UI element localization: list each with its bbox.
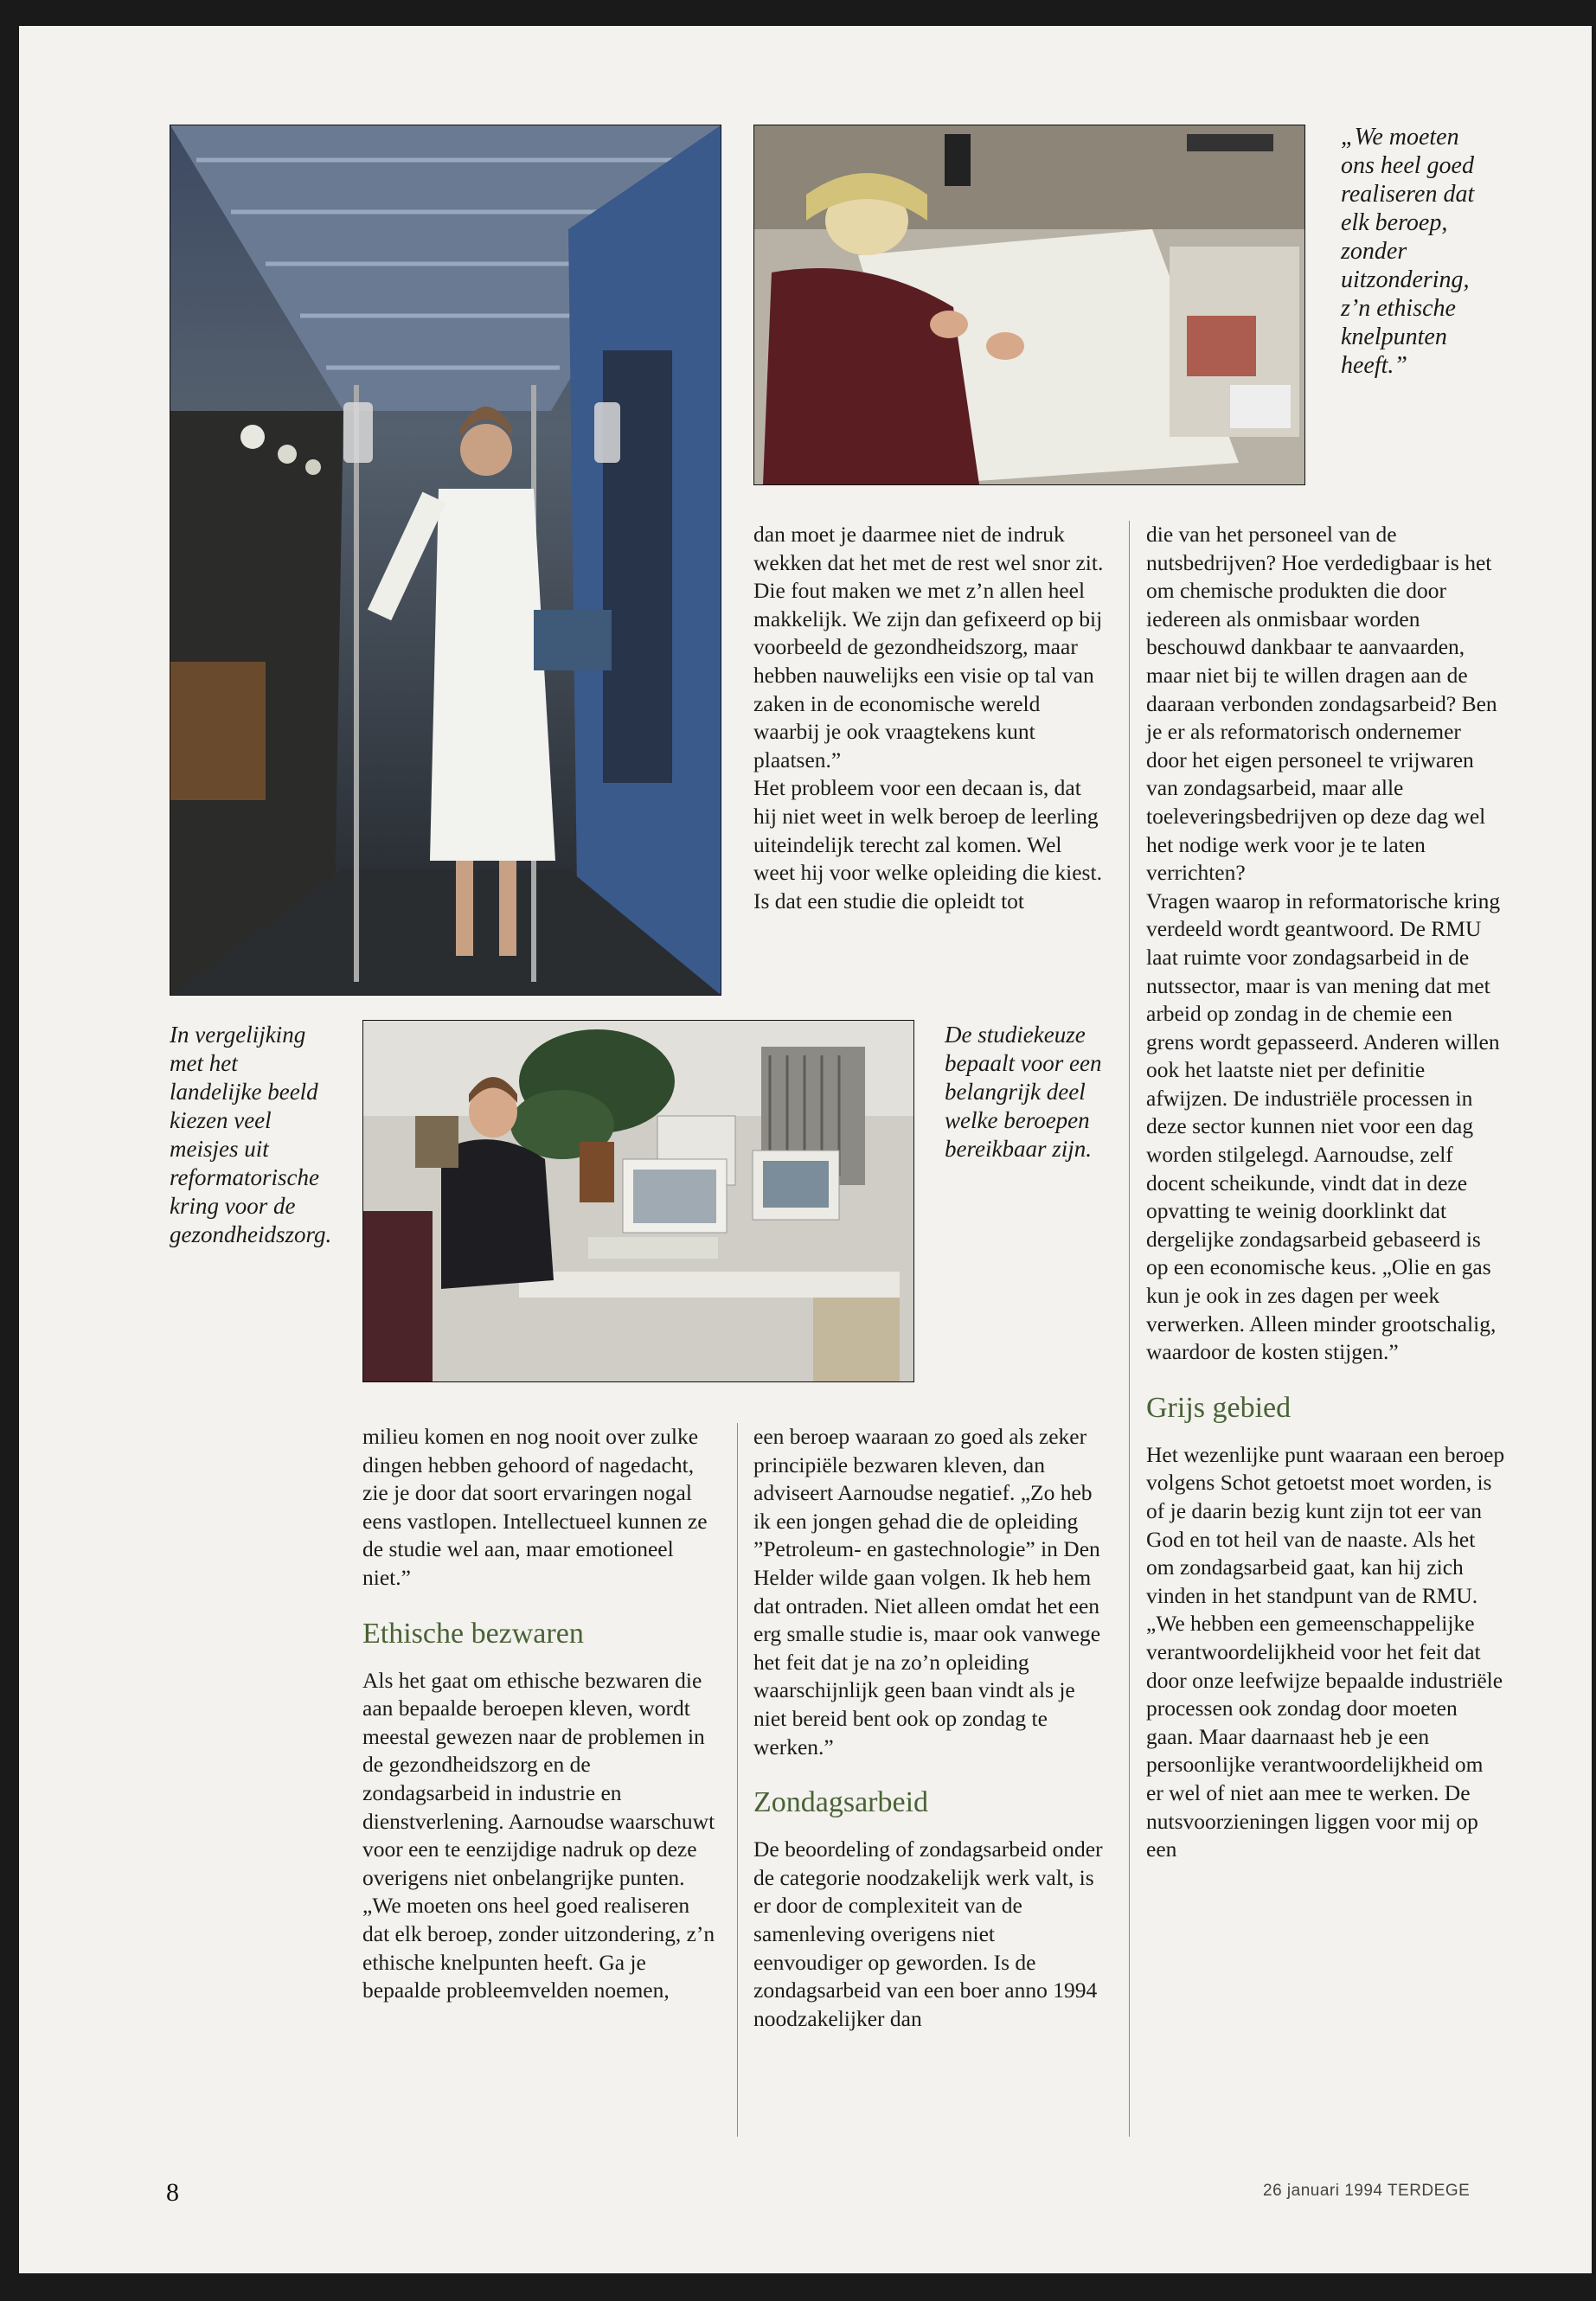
lower-left-column [362, 1423, 721, 2005]
paragraph: „We hebben een gemeenschappelijke verantwoordelijkheid voor het feit dat door onze leefwijze bepaalde industriële processen ook zondag door moeten gaan. Maar daarnaast heb je een persoonlijke verantwoordelijkheid om er wel of niet aan mee te werken. De nutsvoorzieningen liggen voor mij op een [1146, 1611, 1503, 1862]
middle-photo-caption: De studiekeuze bepaalt voor een belangrijk deel welke beroepen bereikbaar zijn. [945, 1022, 1102, 1162]
section-heading-grijs-gebied: Grijs gebied [1146, 1391, 1292, 1424]
paragraph: Vragen waarop in reformatorische kring verdeeld wordt geantwoord. De RMU laat ruimte voor zondagsarbeid in de nutssector, maar is van mening dat met arbeid op zondag in de chemie een grens wordt gepasseerd. Anderen willen ook het laatste niet per definitie afwijzen. De industriële processen in deze sector kunnen niet voor een dag worden stilgelegd. Aarnoudse, zelf docent scheikunde, vindt dat in deze opvatting te weinig doorklinkt dat dergelijke zondagsarbeid gebaseerd is op een economische keus. „Olie en gas kun je ook in zes dagen per week verwerken. Alleen minder grootschalig, waardoor de kosten stijgen.” [1146, 888, 1501, 1365]
paragraph: Het wezenlijke punt waaraan een beroep volgens Schot getoetst moet worden, is of je daarin bezig kunt zijn tot eer van God en tot heil van de naaste. Als het om zondagsarbeid gaat, kan hij zich vinden in het standpunt van de RMU. [1146, 1441, 1505, 1608]
right-column [1146, 521, 1505, 1864]
paragraph: dan moet je daarmee niet de indruk wekken dat het met de rest wel snor zit. Die fout maken we met z’n allen heel makkelijk. We zijn dan gefixeerd op bij voorbeeld de gezondheidszorg, maar hebben nauwelijks een visie op tal van zaken in de economische wereld waarbij je ook vraagtekens kunt plaatsen.” [753, 522, 1104, 772]
paragraph: die van het personeel van de nutsbedrijven? Hoe verdedigbaar is het om chemische produkten die door iedereen als onmisbaar worden beschouwd dankbaar te aanvaarden, maar niet bij te willen dragen aan de daaraan verbonden zondagsarbeid? Ben je er als reformatorisch ondernemer door het eigen personeel te vrijwaren van zondagsarbeid, maar alle toeleveringsbedrijven op deze dag wel het nodige werk voor je te laten verrichten? [1146, 522, 1497, 886]
section-heading-zondagsarbeid: Zondagsarbeid [753, 1786, 929, 1819]
nurse-corridor-photo [170, 125, 721, 996]
paragraph: De beoordeling of zondagsarbeid onder de categorie noodzakelijk werk valt, is er door de complexiteit van de samenleving overigens niet eenvoudiger op geworden. Is de zondagsarbeid van een boer anno 1994 noodzakelijker dan [753, 1836, 1103, 2031]
paragraph: milieu komen en nog nooit over zulke dingen hebben gehoord of nagedacht, zie je door dat soort ervaringen nogal eens vastlopen. Intellectueel kunnen ze de studie wel aan, maar emotioneel niet.” [362, 1424, 708, 1590]
issue-date-footer: 26 januari 1994 TERDEGE [1263, 2182, 1471, 2200]
paragraph: een beroep waaraan zo goed als zeker principiële bezwaren kleven, dan adviseert Aarnoudse negatief. „Zo heb ik een jongen gehad die de opleiding ”Petroleum- en gastechnologie” in Den Helder wilde gaan volgen. Ik heb hem dat ontraden. Niet alleen omdat het een erg smalle studie is, maar ook vanwege het feit dat je na zo’n opleiding waarschijnlijk geen baan vindt als je niet bereid bent ook op zondag te werken.” [753, 1424, 1101, 1759]
lower-middle-column [753, 1423, 1108, 2033]
section-heading-ethische-bezwaren: Ethische bezwaren [362, 1617, 584, 1650]
drafting-desk-photo [753, 125, 1305, 485]
page-number: 8 [166, 2178, 179, 2207]
paragraph: Het probleem voor een decaan is, dat hij niet weet in welk beroep de leerling uiteindelijk terecht zal komen. Wel weet hij voor welke opleiding die kiest. Is dat een studie die opleidt tot [753, 775, 1102, 913]
upper-middle-column [753, 521, 1108, 915]
column-rule [1129, 521, 1130, 2137]
pull-quote-caption: „We moeten ons heel goed realiseren dat elk beroep, zonder uitzondering, z’n ethische knelpunten heeft.” [1341, 124, 1475, 379]
computer-room-photo [362, 1020, 914, 1382]
paragraph: „We moeten ons heel goed realiseren dat elk beroep, zonder uitzondering, z’n ethische knelpunten heeft. Ga je bepaalde probleemvelden noemen, [362, 1893, 715, 2003]
column-rule [737, 1423, 738, 2137]
left-photo-caption: In vergelijking met het landelijke beeld kiezen veel meisjes uit reformatorische kring voor de gezondheidszorg. [170, 1022, 332, 1247]
magazine-page [19, 26, 1592, 2273]
paragraph: Als het gaat om ethische bezwaren die aan bepaalde beroepen kleven, wordt meestal gewezen naar de problemen in de gezondheidszorg en de zondagsarbeid in industrie en dienstverlening. Aarnoudse waarschuwt voor een te eenzijdige nadruk op deze overigens niet onbelangrijke punten. [362, 1667, 715, 1890]
